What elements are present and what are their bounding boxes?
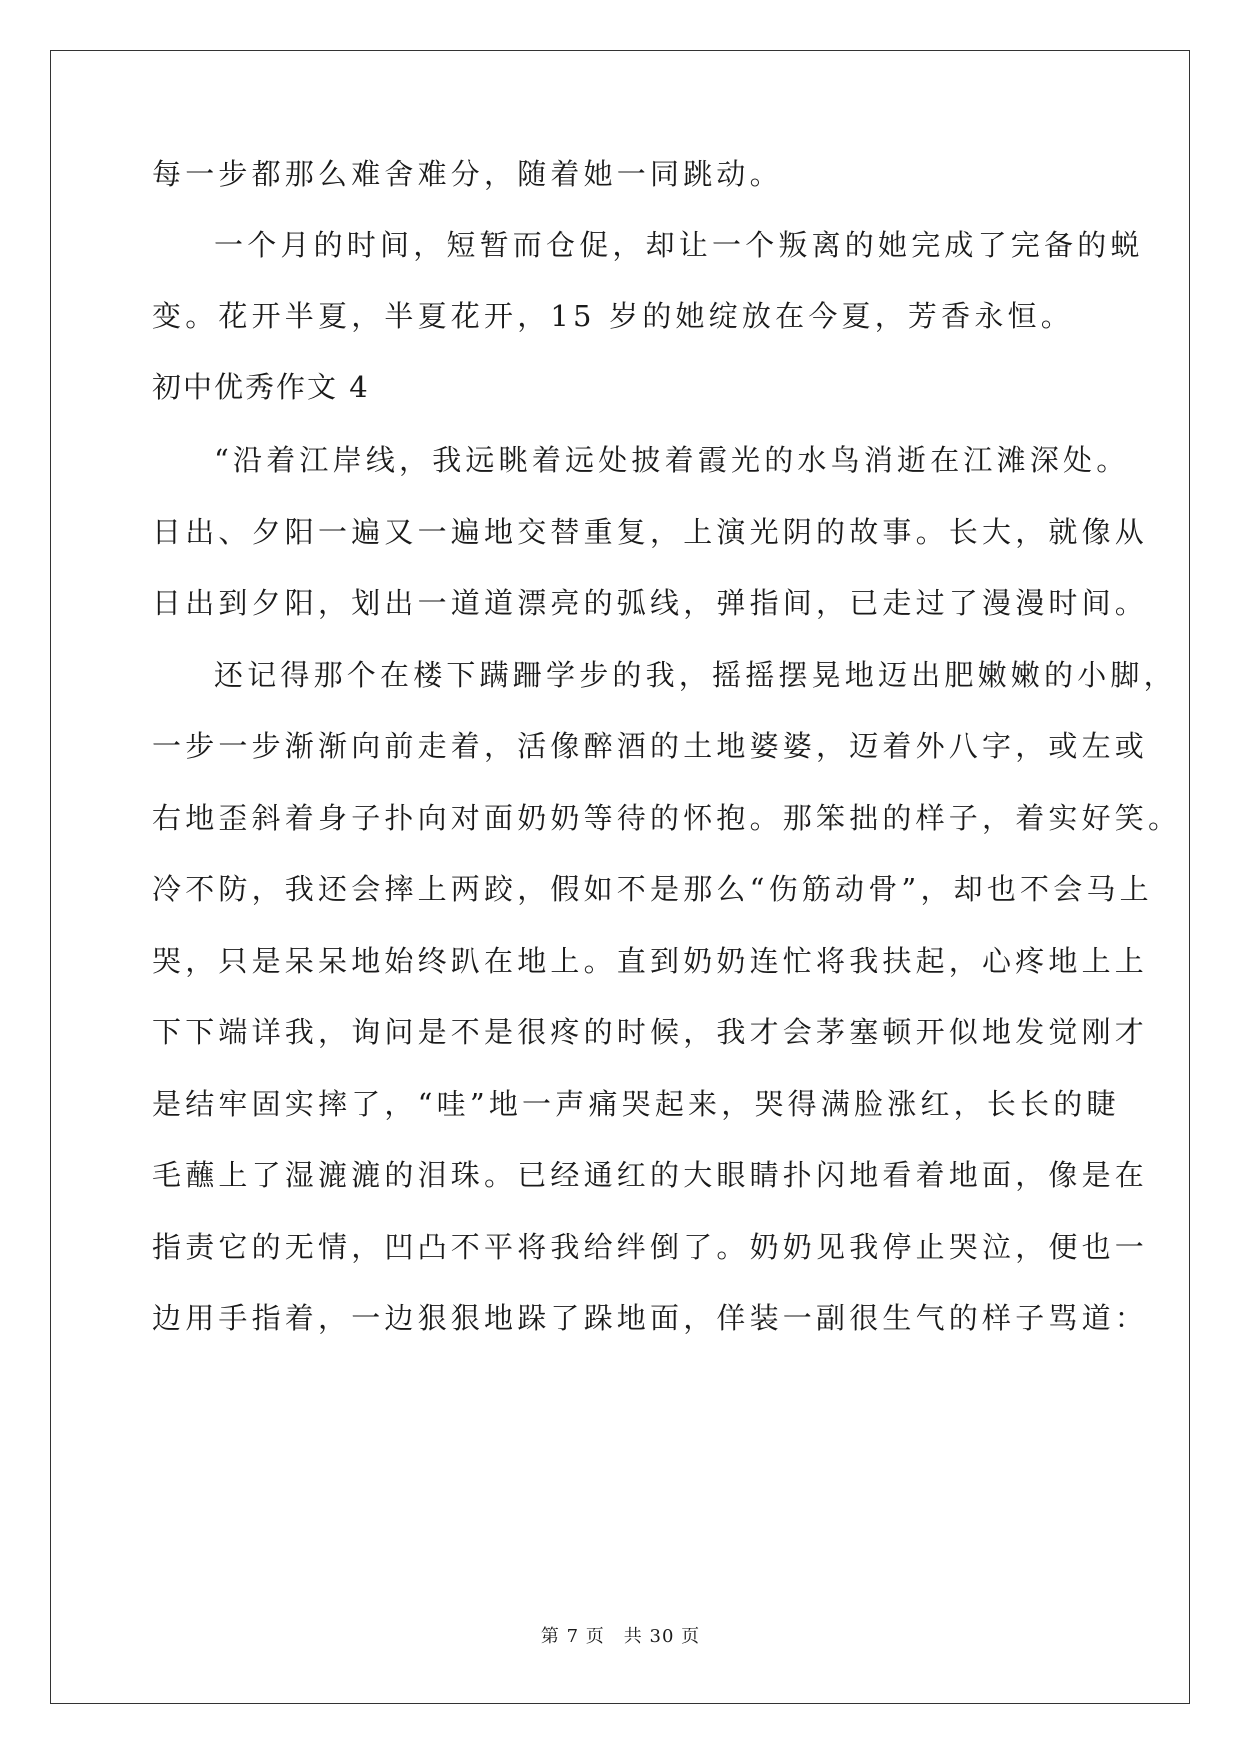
- text-line: 一个月的时间，短暂而仓促，却让一个叛离的她完成了完备的蜕: [214, 228, 1144, 262]
- text-line: 日出、夕阳一遍又一遍地交替重复，上演光阴的故事。长大，就像从: [152, 515, 1149, 549]
- text-line: 是结牢固实摔了，“哇”地一声痛哭起来，哭得满脸涨红，长长的睫: [152, 1087, 1120, 1121]
- text-line: 一步一步渐渐向前走着，活像醉酒的土地婆婆，迈着外八字，或左或: [152, 729, 1149, 763]
- text-line: 边用手指着，一边狠狠地跺了跺地面，佯装一副很生气的样子骂道：: [152, 1301, 1149, 1335]
- text-line: 毛蘸上了湿漉漉的泪珠。已经通红的大眼睛扑闪地看着地面，像是在: [152, 1158, 1149, 1192]
- text-line: 指责它的无情，凹凸不平将我给绊倒了。奶奶见我停止哭泣，便也一: [152, 1230, 1149, 1264]
- text-line: 每一步都那么难舍难分，随着她一同跳动。: [152, 157, 783, 191]
- text-line: “沿着江岸线，我远眺着远处披着霞光的水鸟消逝在江滩深处。: [214, 443, 1130, 477]
- section-heading: 初中优秀作文 4: [152, 370, 370, 404]
- text-line: 下下端详我，询问是不是很疼的时候，我才会茅塞顿开似地发觉刚才: [152, 1015, 1149, 1049]
- text-line: 日出到夕阳，划出一道道漂亮的弧线，弹指间，已走过了漫漫时间。: [152, 586, 1149, 620]
- text-line: 还记得那个在楼下蹒跚学步的我，摇摇摆晃地迈出肥嫩嫩的小脚，: [214, 658, 1177, 692]
- text-line: 变。花开半夏，半夏花开，15 岁的她绽放在今夏，芳香永恒。: [152, 299, 1074, 333]
- page-number-footer: 第 7 页 共 30 页: [540, 1626, 701, 1647]
- text-line: 右地歪斜着身子扑向对面奶奶等待的怀抱。那笨拙的样子，着实好笑。: [152, 801, 1182, 835]
- text-line: 哭，只是呆呆地始终趴在地上。直到奶奶连忙将我扶起，心疼地上上: [152, 944, 1149, 978]
- text-line: 冷不防，我还会摔上两跤，假如不是那么“伤筋动骨”，却也不会马上: [152, 872, 1153, 906]
